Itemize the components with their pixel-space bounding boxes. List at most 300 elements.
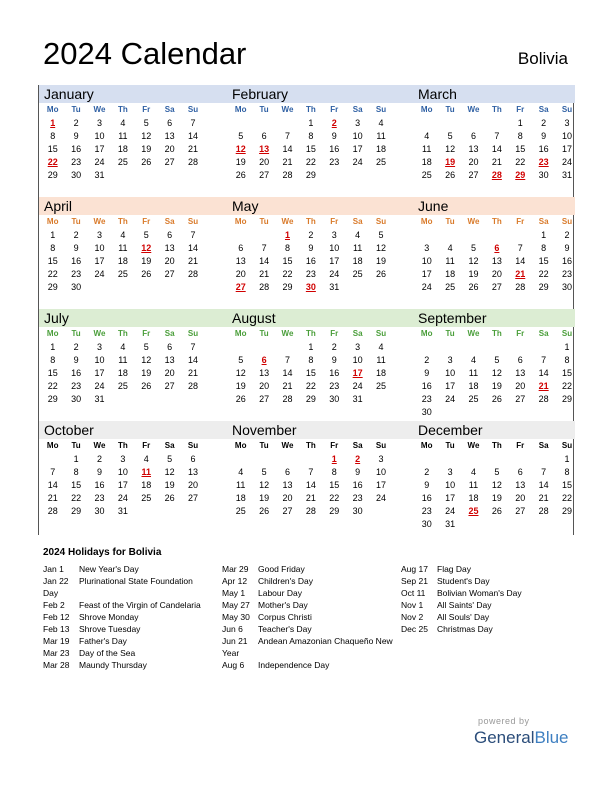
day-cell: 15	[538, 256, 549, 266]
weekday-header: Mo	[420, 105, 433, 114]
weekday-header: Th	[305, 329, 316, 338]
holiday-date: Nov 1	[401, 600, 424, 610]
weekday-header: Mo	[46, 105, 59, 114]
day-cell: 28	[188, 269, 199, 279]
day-cell: 12	[445, 144, 456, 154]
day-cell: 18	[421, 157, 432, 167]
holiday-row	[222, 575, 397, 587]
holiday-row	[43, 659, 218, 671]
weekday-header: Th	[117, 105, 128, 114]
day-cell: 23	[562, 269, 573, 279]
day-cell: 8	[308, 355, 314, 365]
day-cell: 26	[235, 394, 246, 404]
day-cell: 29	[71, 506, 82, 516]
day-cell: 10	[352, 355, 363, 365]
day-cell: 11	[118, 355, 128, 365]
weekday-header: Tu	[445, 217, 455, 226]
holiday-name: Children's Day	[258, 576, 314, 586]
day-cell: 19	[376, 256, 387, 266]
day-cell: 26	[141, 381, 152, 391]
holiday-day: 11	[141, 467, 152, 477]
day-cell: 24	[376, 493, 387, 503]
day-cell: 14	[259, 256, 270, 266]
weekday-header: Mo	[234, 441, 247, 450]
day-cell: 15	[329, 480, 340, 490]
day-cell: 31	[445, 519, 456, 529]
day-cell: 5	[238, 355, 244, 365]
weekday-header: Tu	[71, 105, 81, 114]
day-cell: 20	[468, 157, 479, 167]
day-cell: 5	[143, 342, 149, 352]
weekday-header: We	[93, 105, 106, 114]
holiday-row	[43, 647, 218, 659]
holiday-name-continued: Year	[222, 648, 240, 658]
day-cell: 24	[562, 157, 573, 167]
empty-cell	[462, 453, 485, 466]
day-cell: 25	[376, 157, 387, 167]
holiday-name-continued: Day	[43, 588, 59, 598]
day-cell: 25	[141, 493, 152, 503]
day-cell: 18	[117, 368, 128, 378]
day-cell: 23	[94, 493, 105, 503]
day-cell: 26	[235, 170, 246, 180]
day-cell: 1	[541, 230, 547, 240]
day-cell: 24	[352, 381, 363, 391]
day-cell: 21	[188, 144, 199, 154]
weekday-header: Sa	[538, 217, 549, 226]
day-cell: 7	[541, 467, 547, 477]
day-cell: 4	[120, 230, 126, 240]
empty-cell	[415, 341, 438, 354]
day-cell: 2	[564, 230, 570, 240]
holiday-date: Mar 29	[222, 564, 249, 574]
month-name: May	[232, 198, 259, 214]
empty-cell	[438, 341, 461, 354]
holiday-row	[401, 623, 576, 635]
day-cell: 26	[445, 170, 456, 180]
day-cell: 27	[188, 493, 199, 503]
day-cell: 15	[562, 480, 573, 490]
day-cell: 30	[94, 506, 105, 516]
day-cell: 31	[94, 394, 105, 404]
day-cell: 9	[96, 467, 102, 477]
holiday-day: 22	[47, 157, 58, 167]
day-cell: 26	[141, 269, 152, 279]
holiday-date: Aug 17	[401, 564, 428, 574]
day-cell: 26	[491, 506, 502, 516]
day-cell: 19	[141, 256, 152, 266]
month-name: July	[44, 310, 69, 326]
holiday-date: Mar 19	[43, 636, 70, 646]
day-cell: 9	[331, 355, 337, 365]
empty-cell	[415, 453, 438, 466]
day-cell: 16	[305, 256, 316, 266]
holiday-day: 30	[305, 282, 316, 292]
day-cell: 20	[188, 480, 199, 490]
holiday-day: 17	[352, 368, 363, 378]
day-cell: 29	[282, 282, 293, 292]
weekday-header: Sa	[164, 441, 175, 450]
day-cell: 15	[282, 256, 293, 266]
holiday-name: Father's Day	[79, 636, 127, 646]
day-cell: 31	[329, 282, 340, 292]
day-cell: 18	[352, 256, 363, 266]
weekday-header: Mo	[234, 105, 247, 114]
holiday-day: 27	[235, 282, 246, 292]
holiday-date: May 1	[222, 588, 246, 598]
day-cell: 27	[515, 506, 526, 516]
day-cell: 16	[329, 144, 340, 154]
day-cell: 7	[308, 467, 314, 477]
day-cell: 14	[305, 480, 316, 490]
day-cell: 1	[73, 454, 79, 464]
weekday-header: Mo	[46, 441, 59, 450]
day-cell: 21	[47, 493, 58, 503]
weekday-header: Tu	[71, 441, 81, 450]
holiday-name: Plurinational State Foundation	[79, 576, 193, 586]
day-cell: 13	[515, 480, 526, 490]
weekday-header: Tu	[445, 105, 455, 114]
day-cell: 24	[352, 157, 363, 167]
day-cell: 16	[562, 256, 573, 266]
holiday-row	[222, 659, 397, 671]
day-cell: 30	[71, 170, 82, 180]
day-cell: 17	[562, 144, 573, 154]
holiday-day: 21	[538, 381, 549, 391]
day-cell: 3	[424, 243, 430, 253]
day-cell: 10	[329, 243, 340, 253]
day-cell: 16	[538, 144, 549, 154]
day-cell: 5	[167, 454, 173, 464]
holiday-day: 6	[494, 243, 500, 253]
day-cell: 11	[376, 355, 386, 365]
month-name: February	[232, 86, 289, 102]
day-cell: 29	[562, 394, 573, 404]
day-cell: 23	[329, 157, 340, 167]
holiday-day: 12	[141, 243, 152, 253]
day-cell: 10	[421, 256, 432, 266]
day-cell: 13	[235, 256, 246, 266]
weekday-header: Th	[491, 329, 502, 338]
day-cell: 21	[259, 269, 270, 279]
empty-cell	[415, 117, 438, 130]
day-cell: 7	[541, 355, 547, 365]
holiday-day: 1	[284, 230, 290, 240]
day-cell: 3	[96, 118, 102, 128]
weekday-header: Th	[491, 105, 502, 114]
day-cell: 18	[117, 256, 128, 266]
month-may	[227, 197, 406, 309]
day-cell: 20	[164, 368, 175, 378]
holiday-name: Andean Amazonian Chaqueño New	[258, 636, 393, 646]
day-cell: 3	[96, 342, 102, 352]
day-cell: 18	[376, 368, 387, 378]
weekday-header: Sa	[352, 329, 363, 338]
weekday-header: Su	[187, 441, 199, 450]
day-cell: 17	[445, 381, 456, 391]
day-cell: 3	[120, 454, 126, 464]
day-cell: 27	[491, 282, 502, 292]
day-cell: 22	[305, 381, 316, 391]
day-cell: 10	[117, 467, 128, 477]
day-cell: 2	[73, 118, 79, 128]
weekday-header: Su	[375, 217, 387, 226]
day-cell: 7	[190, 230, 196, 240]
holiday-name: Teacher's Day	[258, 624, 312, 634]
day-cell: 22	[538, 269, 549, 279]
holiday-row	[401, 599, 576, 611]
weekday-header: Fr	[330, 105, 339, 114]
day-cell: 12	[164, 467, 175, 477]
day-cell: 9	[331, 131, 337, 141]
day-cell: 3	[355, 342, 361, 352]
day-cell: 4	[447, 243, 453, 253]
empty-cell	[276, 453, 299, 466]
day-cell: 29	[47, 282, 58, 292]
weekday-header: We	[281, 105, 294, 114]
weekday-header: Su	[187, 105, 199, 114]
empty-cell	[532, 453, 555, 466]
day-cell: 17	[352, 144, 363, 154]
day-cell: 5	[261, 467, 267, 477]
holiday-date: May 30	[222, 612, 250, 622]
day-cell: 6	[517, 355, 523, 365]
weekday-header: Mo	[420, 441, 433, 450]
day-cell: 14	[538, 480, 549, 490]
day-cell: 27	[164, 269, 175, 279]
day-cell: 25	[352, 269, 363, 279]
holiday-date: Mar 23	[43, 648, 70, 658]
day-cell: 23	[352, 493, 363, 503]
weekday-header: Th	[117, 217, 128, 226]
day-cell: 9	[73, 355, 79, 365]
empty-cell	[229, 341, 252, 354]
weekday-header: We	[281, 441, 294, 450]
day-cell: 28	[538, 394, 549, 404]
day-cell: 27	[259, 170, 270, 180]
day-cell: 7	[50, 467, 56, 477]
country-label: Bolivia	[517, 49, 568, 68]
day-cell: 15	[47, 368, 58, 378]
day-cell: 12	[376, 243, 387, 253]
day-cell: 4	[470, 355, 476, 365]
day-cell: 8	[50, 131, 56, 141]
day-cell: 13	[164, 131, 175, 141]
holiday-date: Mar 28	[43, 660, 70, 670]
day-cell: 17	[94, 368, 105, 378]
day-cell: 5	[143, 230, 149, 240]
day-cell: 20	[259, 157, 270, 167]
day-cell: 17	[117, 480, 128, 490]
empty-cell	[485, 117, 508, 130]
weekday-header: Su	[561, 329, 573, 338]
holiday-name: Flag Day	[437, 564, 472, 574]
day-cell: 4	[424, 131, 430, 141]
day-cell: 10	[445, 480, 456, 490]
weekday-header: Mo	[420, 329, 433, 338]
day-cell: 13	[491, 256, 502, 266]
day-cell: 13	[468, 144, 479, 154]
day-grid	[227, 327, 406, 406]
weekday-header: We	[93, 217, 106, 226]
day-cell: 27	[282, 506, 293, 516]
holiday-name: Bolivian Woman's Day	[437, 588, 522, 598]
day-cell: 1	[517, 118, 523, 128]
weekday-header: Sa	[538, 329, 549, 338]
weekday-header: Fr	[516, 441, 525, 450]
weekday-header: Sa	[164, 217, 175, 226]
day-cell: 6	[167, 230, 173, 240]
weekday-header: Fr	[142, 217, 151, 226]
day-cell: 24	[117, 493, 128, 503]
day-cell: 22	[47, 269, 58, 279]
day-cell: 11	[352, 243, 363, 253]
day-cell: 19	[491, 381, 502, 391]
day-cell: 2	[541, 118, 547, 128]
month-name: September	[418, 310, 487, 326]
holiday-date: Jan 22	[43, 576, 69, 586]
holiday-row	[43, 563, 218, 575]
holiday-column-3	[401, 563, 576, 635]
day-grid	[413, 215, 592, 294]
day-cell: 15	[71, 480, 82, 490]
day-cell: 12	[141, 131, 152, 141]
day-cell: 16	[421, 381, 432, 391]
day-cell: 26	[468, 282, 479, 292]
weekday-header: Th	[117, 329, 128, 338]
empty-cell	[252, 453, 275, 466]
day-cell: 17	[445, 493, 456, 503]
day-cell: 29	[305, 394, 316, 404]
weekday-header: Su	[375, 441, 387, 450]
day-cell: 6	[190, 454, 196, 464]
day-cell: 18	[117, 144, 128, 154]
day-cell: 20	[235, 269, 246, 279]
day-grid	[227, 215, 406, 294]
weekday-header: Mo	[234, 329, 247, 338]
day-cell: 20	[515, 493, 526, 503]
day-cell: 7	[284, 131, 290, 141]
weekday-header: Fr	[330, 441, 339, 450]
day-cell: 24	[94, 157, 105, 167]
day-cell: 15	[305, 368, 316, 378]
day-cell: 30	[329, 394, 340, 404]
day-cell: 22	[562, 381, 573, 391]
month-name: March	[418, 86, 457, 102]
generalblue-logo[interactable]	[474, 728, 569, 748]
holiday-row	[43, 611, 218, 623]
day-cell: 11	[376, 131, 386, 141]
weekday-header: We	[281, 217, 294, 226]
day-cell: 19	[468, 269, 479, 279]
day-cell: 9	[308, 243, 314, 253]
weekday-header: Sa	[538, 105, 549, 114]
day-cell: 8	[50, 243, 56, 253]
holiday-date: Feb 12	[43, 612, 70, 622]
empty-cell	[462, 229, 485, 242]
day-cell: 29	[329, 506, 340, 516]
holiday-row	[222, 587, 397, 599]
holiday-date: Jan 1	[43, 564, 64, 574]
day-cell: 7	[261, 243, 267, 253]
day-cell: 25	[468, 394, 479, 404]
holiday-date: Oct 11	[401, 588, 426, 598]
day-cell: 24	[94, 381, 105, 391]
empty-cell	[252, 117, 275, 130]
day-cell: 10	[94, 355, 105, 365]
month-name: October	[44, 422, 94, 438]
empty-cell	[509, 341, 532, 354]
day-cell: 11	[118, 243, 128, 253]
day-cell: 26	[491, 394, 502, 404]
day-cell: 30	[562, 282, 573, 292]
day-cell: 21	[188, 368, 199, 378]
day-cell: 1	[50, 342, 56, 352]
holiday-row	[43, 635, 218, 647]
day-cell: 7	[494, 131, 500, 141]
holiday-column-2	[222, 563, 397, 671]
holiday-row	[222, 563, 397, 575]
day-cell: 18	[468, 381, 479, 391]
day-cell: 14	[47, 480, 58, 490]
day-cell: 29	[538, 282, 549, 292]
day-cell: 8	[284, 243, 290, 253]
day-cell: 30	[421, 407, 432, 417]
day-cell: 11	[445, 256, 455, 266]
day-cell: 12	[259, 480, 270, 490]
day-cell: 5	[494, 467, 500, 477]
day-cell: 12	[141, 355, 152, 365]
holiday-name: Shrove Tuesday	[79, 624, 141, 634]
day-cell: 19	[491, 493, 502, 503]
holiday-day: 25	[468, 506, 479, 516]
day-cell: 19	[141, 368, 152, 378]
weekday-header: We	[93, 441, 106, 450]
day-cell: 10	[94, 131, 105, 141]
day-cell: 20	[515, 381, 526, 391]
day-cell: 31	[94, 170, 105, 180]
day-cell: 25	[117, 157, 128, 167]
weekday-header: Fr	[516, 217, 525, 226]
day-cell: 26	[376, 269, 387, 279]
month-october	[39, 421, 218, 533]
day-cell: 16	[329, 368, 340, 378]
day-cell: 11	[468, 368, 479, 378]
day-cell: 21	[282, 157, 293, 167]
day-cell: 2	[308, 230, 314, 240]
day-cell: 5	[494, 355, 500, 365]
day-cell: 15	[562, 368, 573, 378]
weekday-header: Th	[305, 441, 316, 450]
day-cell: 3	[96, 230, 102, 240]
weekday-header: We	[467, 105, 480, 114]
day-cell: 25	[235, 506, 246, 516]
day-cell: 14	[188, 355, 199, 365]
weekday-header: Th	[117, 441, 128, 450]
empty-cell	[41, 453, 64, 466]
day-cell: 8	[564, 467, 570, 477]
holiday-row	[222, 635, 397, 647]
day-cell: 6	[517, 467, 523, 477]
day-cell: 21	[491, 157, 502, 167]
holiday-name: Good Friday	[258, 564, 305, 574]
holiday-date: Jun 21	[222, 636, 248, 646]
weekday-header: Tu	[259, 105, 269, 114]
day-cell: 22	[47, 381, 58, 391]
day-cell: 11	[236, 480, 246, 490]
month-name: August	[232, 310, 276, 326]
day-cell: 9	[73, 131, 79, 141]
